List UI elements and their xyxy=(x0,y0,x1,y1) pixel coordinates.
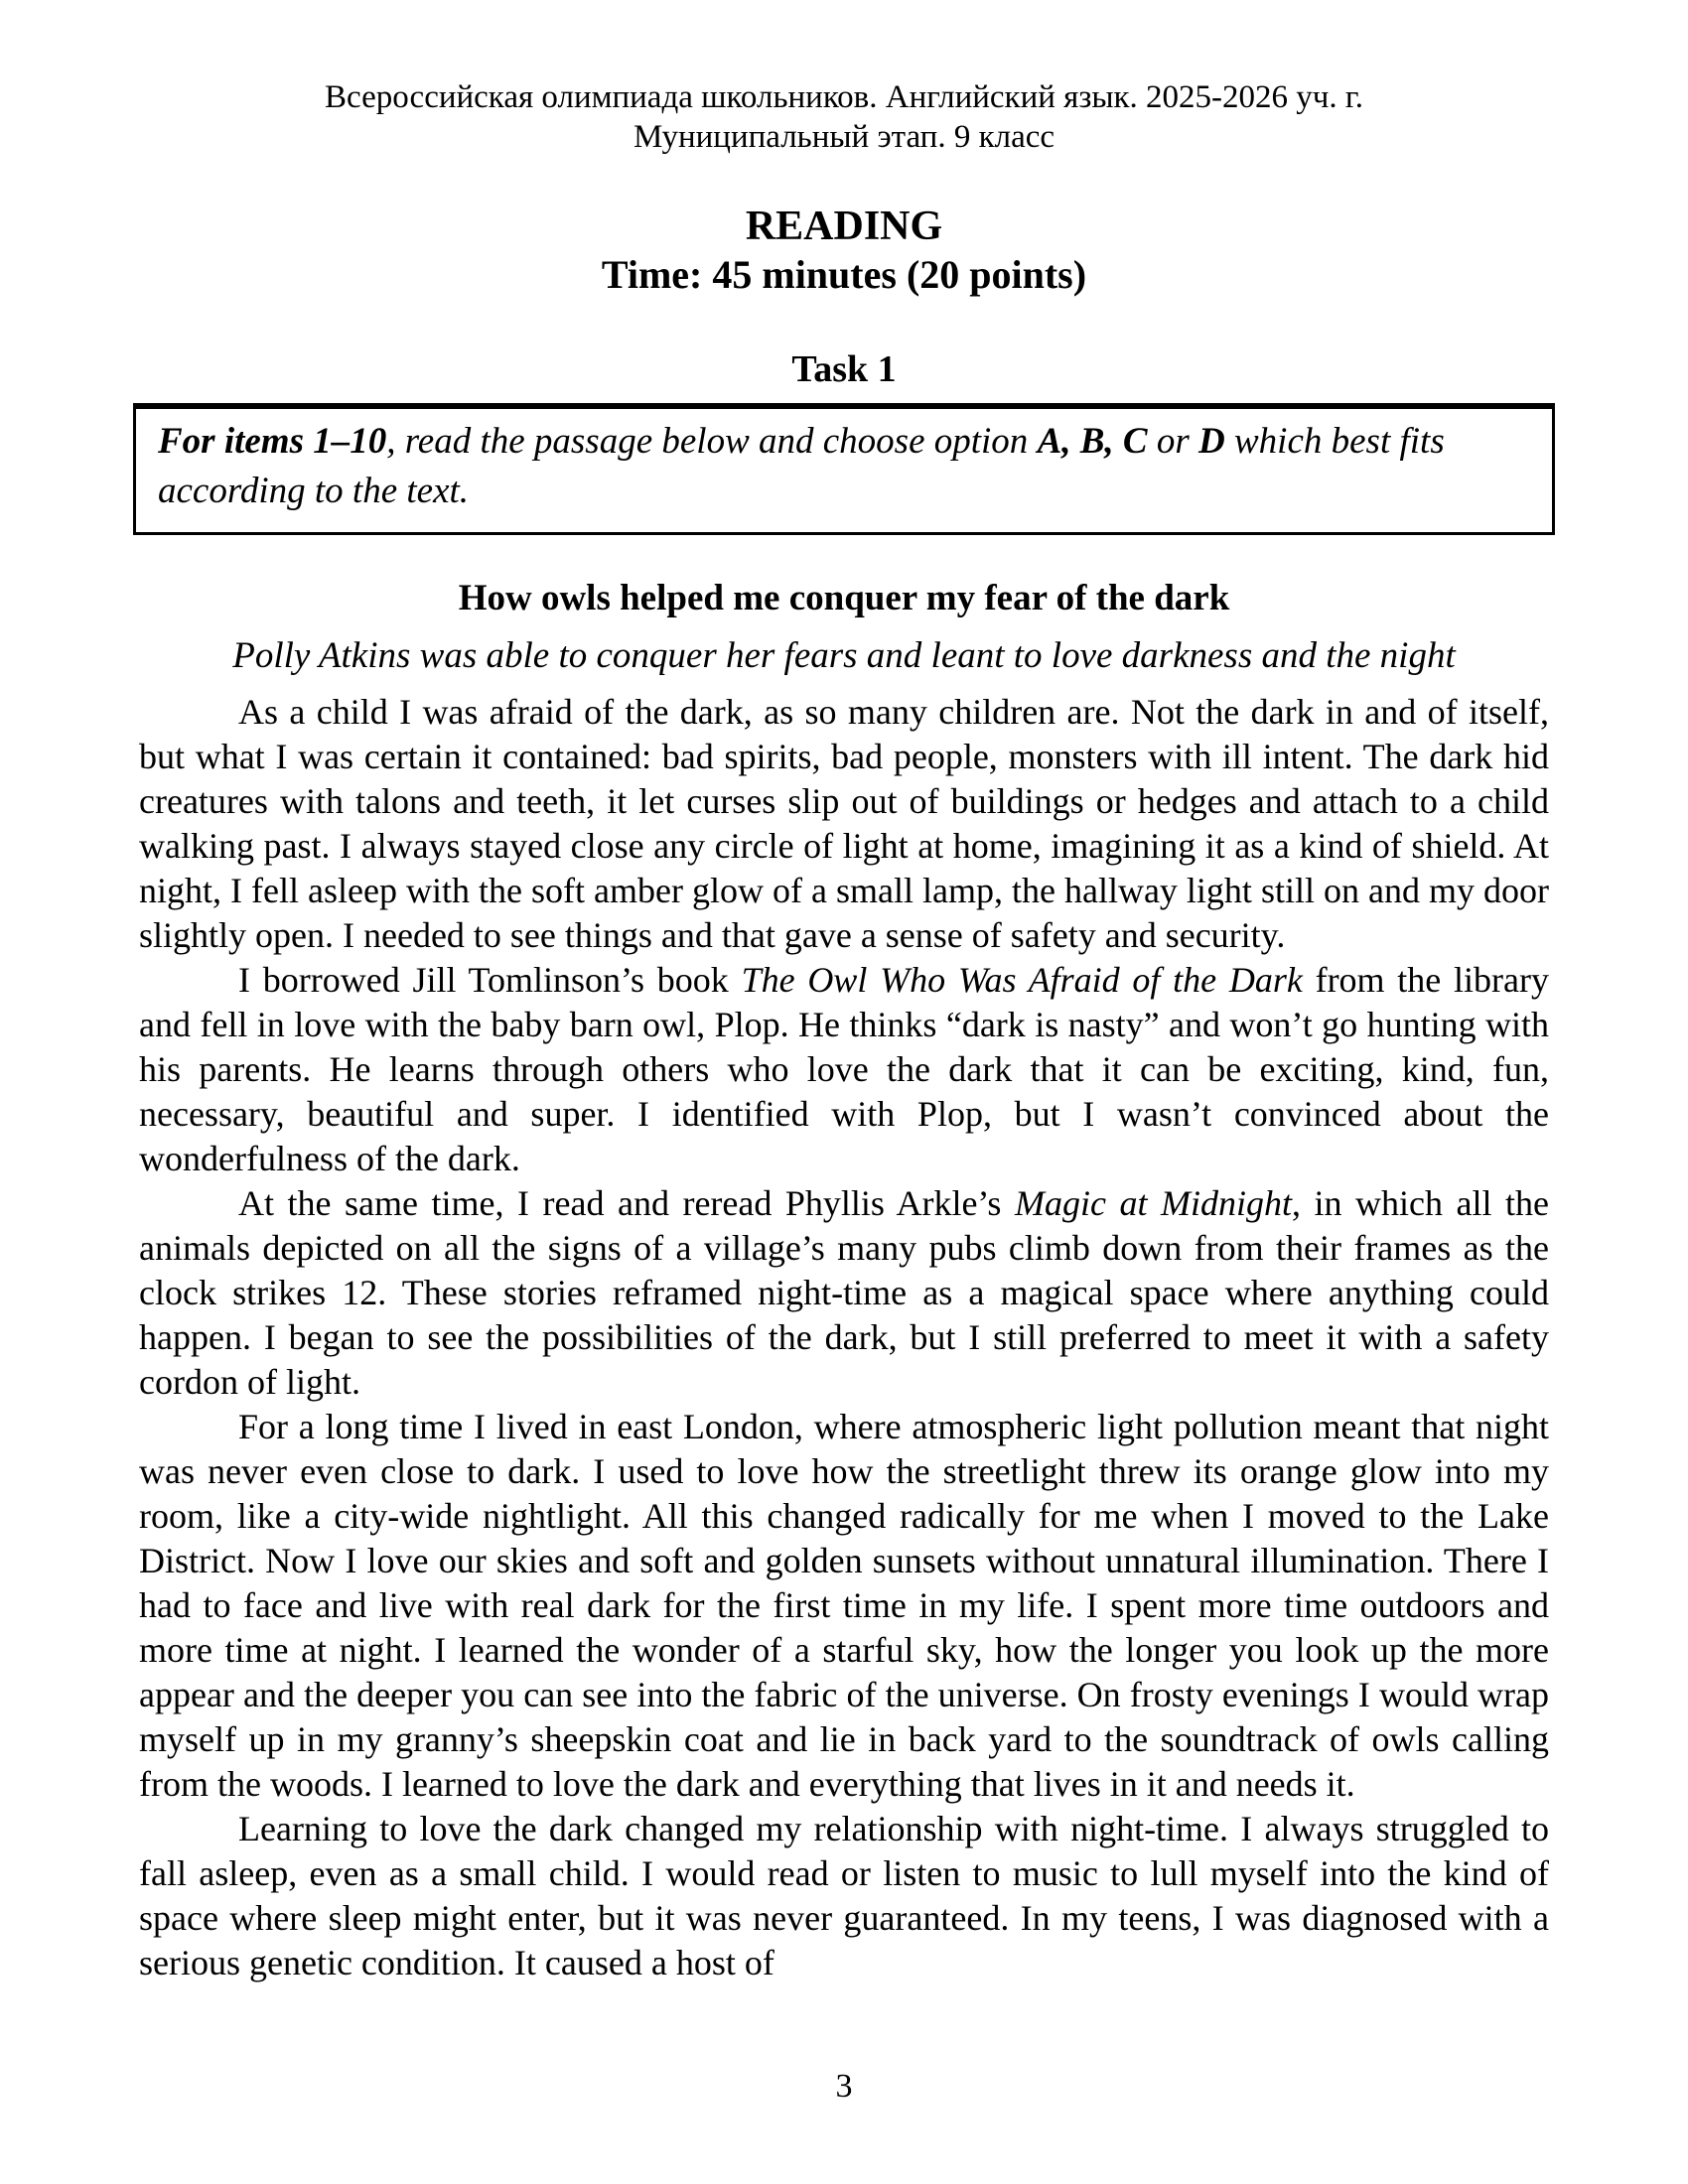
paragraph-text: , in which all the animals depicted on all the signs of a village’s many pubs climb down from their frames as the clock strikes 12. These stories reframed night-time as a magical space where anything could happen. I began to see the possibilities of the dark, but I still preferred to meet it with a safety cordon of light. xyxy=(139,1183,1549,1402)
paragraph-text: For a long time I lived in east London, where atmospheric light pollution meant that night was never even close to dark. I used to love how the streetlight threw its orange glow into my room, like a city-wide nightlight. All this changed radically for me when I moved to the Lake District. Now I love our skies and soft and golden sunsets without unnatural illumination. There I had to face and live with real dark for the first time in my life. I spent more time outdoors and more time at night. I learned the wonder of a starful sky, how the longer you look up the more appear and the deeper you can see into the fabric of the universe. On frosty evenings I would wrap myself up in my granny’s sheepskin coat and lie in back yard to the soundtrack of owls calling from the woods. I learned to love the dark and everything that lives in it and needs it. xyxy=(139,1407,1549,1804)
passage-paragraph xyxy=(139,690,1549,958)
task-1-title: Task 1 xyxy=(791,348,897,390)
paragraph-text: As a child I was afraid of the dark, as so many children are. Not the dark in and of itself, but what I was certain it contained: bad spirits, bad people, monsters with ill intent. The dark hid creatures with talons and teeth, it let curses slip out of buildings or hedges and attach to a child walking past. I always stayed close any circle of light at home, imagining it as a kind of shield. At night, I fell asleep with the soft amber glow of a small lamp, the hallway light still on and my door slightly open. I needed to see things and that gave a sense of safety and security. xyxy=(139,692,1549,955)
task-1-instruction-box xyxy=(133,403,1555,535)
header-line-olympiad: Всероссийская олимпиада школьников. Английский язык. 2025-2026 уч. г. xyxy=(325,79,1363,115)
instruction-segment: , read the passage below and choose option xyxy=(386,421,1038,462)
paragraph-text: Learning to love the dark changed my relationship with night-time. I always struggled to fall asleep, even as a small child. I would read or listen to music to lull myself into the kind of space where sleep might enter, but it was never guaranteed. In my teens, I was diagnosed with a serious genetic condition. It caused a host of xyxy=(139,1809,1549,1982)
book-title-italic: Magic at Midnight xyxy=(1014,1183,1292,1223)
paragraph-text: from the library and fell in love with the baby barn owl, Plop. He thinks “dark is nasty” and won’t go hunting with his parents. He learns through others who love the dark that it can be exciting, kind, fun, necessary, beautiful and super. I identified with Plop, but I wasn’t convinced about the wonderfulness of the dark. xyxy=(139,960,1549,1178)
instruction-segment: A, B, C xyxy=(1037,421,1148,462)
passage-paragraph xyxy=(139,1405,1549,1807)
paragraph-text: At the same time, I read and reread Phyllis Arkle’s xyxy=(238,1183,1015,1223)
passage-paragraph xyxy=(139,958,1549,1181)
passage-title: How owls helped me conquer my fear of the dark xyxy=(458,578,1230,618)
instruction-segment: which best fits according to the text. xyxy=(158,421,1445,511)
instruction-segment: or xyxy=(1147,421,1199,462)
instruction-segment: D xyxy=(1198,421,1225,462)
paragraph-text: I borrowed Jill Tomlinson’s book xyxy=(238,960,742,1000)
document-header xyxy=(139,77,1549,157)
passage-body xyxy=(139,690,1549,1985)
instruction-segment: For items 1–10 xyxy=(158,421,387,462)
book-title-italic: The Owl Who Was Afraid of the Dark xyxy=(741,960,1303,1000)
header-line-stage: Муниципальный этап. 9 класс xyxy=(633,119,1055,155)
section-time-line: Time: 45 minutes (20 points) xyxy=(601,252,1087,297)
section-title-reading: READING xyxy=(745,204,943,249)
passage-subtitle: Polly Atkins was able to conquer her fears and leant to love darkness and the night xyxy=(232,635,1456,676)
passage-paragraph xyxy=(139,1807,1549,1985)
passage-paragraph xyxy=(139,1181,1549,1405)
page-number: 3 xyxy=(835,2068,853,2105)
